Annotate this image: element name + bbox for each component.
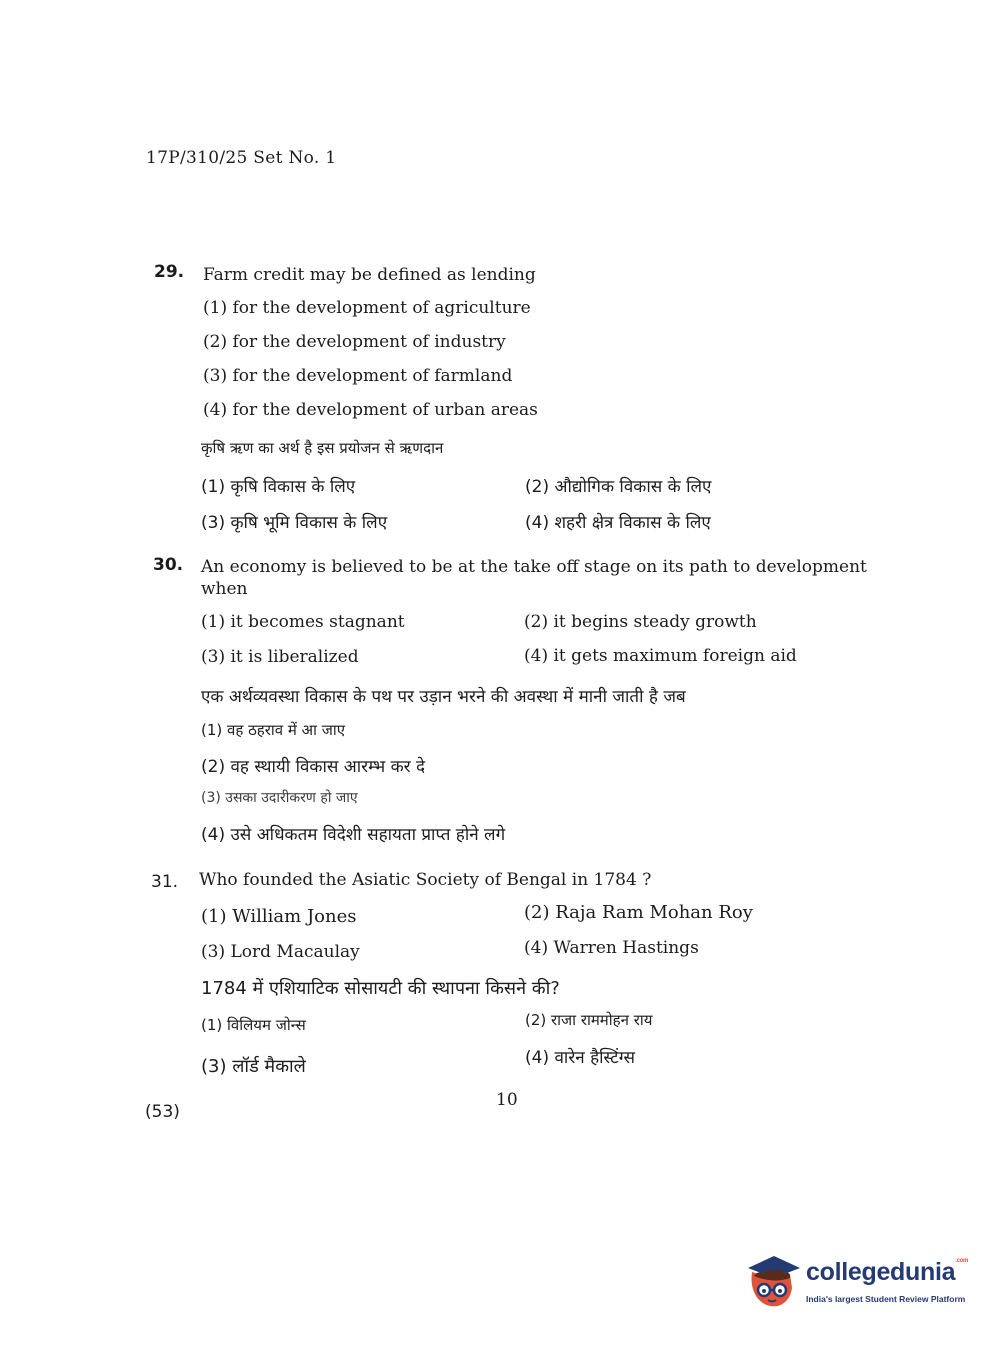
option-hi: (2) औद्योगिक विकास के लिए: [525, 477, 712, 497]
option-en: (4) it gets maximum foreign aid: [524, 646, 797, 666]
option-hi: (3) उसका उदारीकरण हो जाए: [201, 790, 358, 806]
option-en: (3) Lord Macaulay: [201, 942, 360, 962]
page-number: 10: [496, 1090, 518, 1110]
option-hi: (1) वह ठहराव में आ जाए: [201, 721, 346, 739]
option-hi: (3) लॉर्ड मैकाले: [201, 1056, 306, 1077]
logo-wordmark: collegedunia$^{.com}$: [806, 1258, 969, 1286]
paper-set-header: 17P/310/25 Set No. 1: [146, 148, 337, 168]
option-en: (1) it becomes stagnant: [201, 612, 405, 632]
question-text-hi: 1784 में एशियाटिक सोसायटी की स्थापना किसने की?: [201, 978, 560, 999]
option-hi: (4) उसे अधिकतम विदेशी सहायता प्राप्त होने लगे: [201, 825, 506, 845]
option-en: (1) William Jones: [201, 906, 357, 927]
question-text-en: Farm credit may be defined as lending: [203, 265, 536, 285]
student-mascot-icon: [744, 1250, 802, 1310]
option-en: (4) Warren Hastings: [524, 938, 699, 958]
option-hi: (4) वारेन हैस्टिंग्स: [525, 1048, 636, 1068]
option-en: (3) for the development of farmland: [203, 366, 513, 386]
question-text-hi: कृषि ऋण का अर्थ है इस प्रयोजन से ऋणदान: [201, 439, 444, 457]
option-en: (4) for the development of urban areas: [203, 400, 538, 420]
option-en: (2) for the development of industry: [203, 332, 506, 352]
option-hi: (2) वह स्थायी विकास आरम्भ कर दे: [201, 757, 426, 777]
option-en: (3) it is liberalized: [201, 647, 359, 667]
footer-code: (53): [145, 1102, 180, 1122]
question-text-en: An economy is believed to be at the take off stage on its path to development when: [201, 557, 867, 599]
option-hi: (4) शहरी क्षेत्र विकास के लिए: [525, 513, 711, 533]
option-hi: (2) राजा राममोहन राय: [525, 1011, 653, 1029]
option-en: (2) Raja Ram Mohan Roy: [524, 902, 753, 923]
option-hi: (1) कृषि विकास के लिए: [201, 477, 356, 497]
option-hi: (1) विलियम जोन्स: [201, 1016, 306, 1034]
option-en: (1) for the development of agriculture: [203, 298, 531, 318]
question-text-en: Who founded the Asiatic Society of Bengal in 1784 ?: [199, 870, 652, 890]
option-hi: (3) कृषि भूमि विकास के लिए: [201, 513, 388, 533]
question-text-hi: एक अर्थव्यवस्था विकास के पथ पर उड़ान भरने की अवस्था में मानी जाती है जब: [201, 687, 686, 707]
question-number: 29.: [154, 262, 185, 282]
question-number: 30.: [153, 555, 184, 575]
question-number: 31.: [151, 872, 179, 892]
logo-tagline: India's largest Student Review Platform: [806, 1294, 966, 1304]
option-en: (2) it begins steady growth: [524, 612, 757, 632]
collegedunia-logo: [744, 1250, 969, 1314]
